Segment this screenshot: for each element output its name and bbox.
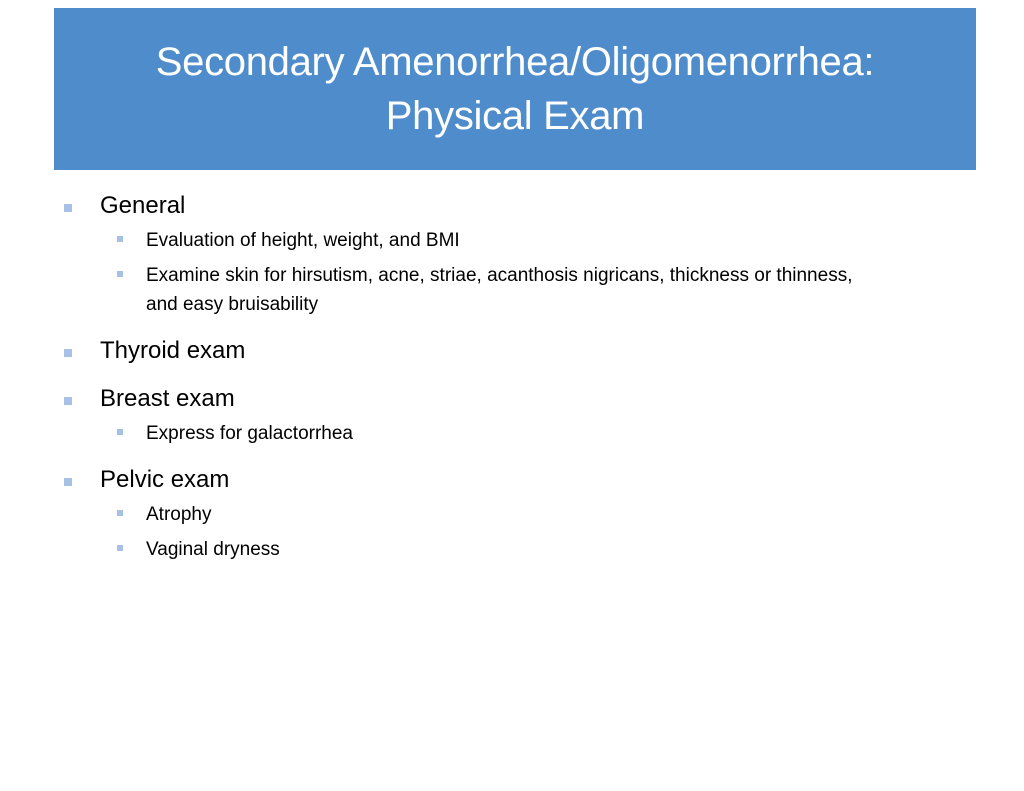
slide-title [156,35,875,143]
sub-bullet-label: Evaluation of height, weight, and BMI [146,230,460,251]
sub-bullet-item [60,261,886,319]
sub-bullet-label: Vaginal dryness [146,539,280,560]
sub-bullet-item [60,226,886,255]
square-bullet-icon [64,397,72,405]
bullet-item-breast [60,383,960,415]
bullet-label: Pelvic exam [100,466,230,493]
square-bullet-icon [117,271,123,277]
square-bullet-icon [64,349,72,357]
slide-title-line-2: Physical Exam [385,94,645,138]
sub-bullet-list [60,500,960,564]
square-bullet-icon [117,429,123,435]
sub-bullet-list [60,226,960,319]
square-bullet-icon [117,545,123,551]
square-bullet-icon [117,510,123,516]
title-bar [54,8,976,170]
slide-title-line-1: Secondary Amenorrhea/Oligomenorrhea: [155,40,875,84]
bullet-item-thyroid [60,335,960,367]
bullet-label: General [100,192,186,219]
sub-bullet-label: Express for galactorrhea [146,423,353,444]
sub-bullet-label: Atrophy [146,504,212,525]
square-bullet-icon [64,478,72,486]
bullet-label: Thyroid exam [100,337,246,364]
bullet-item-general [60,190,960,222]
square-bullet-icon [64,204,72,212]
sub-bullet-item [60,419,886,448]
square-bullet-icon [117,236,123,242]
bullet-item-pelvic [60,464,960,496]
bullet-label: Breast exam [100,385,235,412]
bullet-list [60,190,960,570]
sub-bullet-item [60,535,886,564]
sub-bullet-label: Examine skin for hirsutism, acne, striae, acanthosis nigricans, thickness or thinness, and easy bruisability [146,265,853,315]
sub-bullet-item [60,500,886,529]
sub-bullet-list [60,419,960,448]
